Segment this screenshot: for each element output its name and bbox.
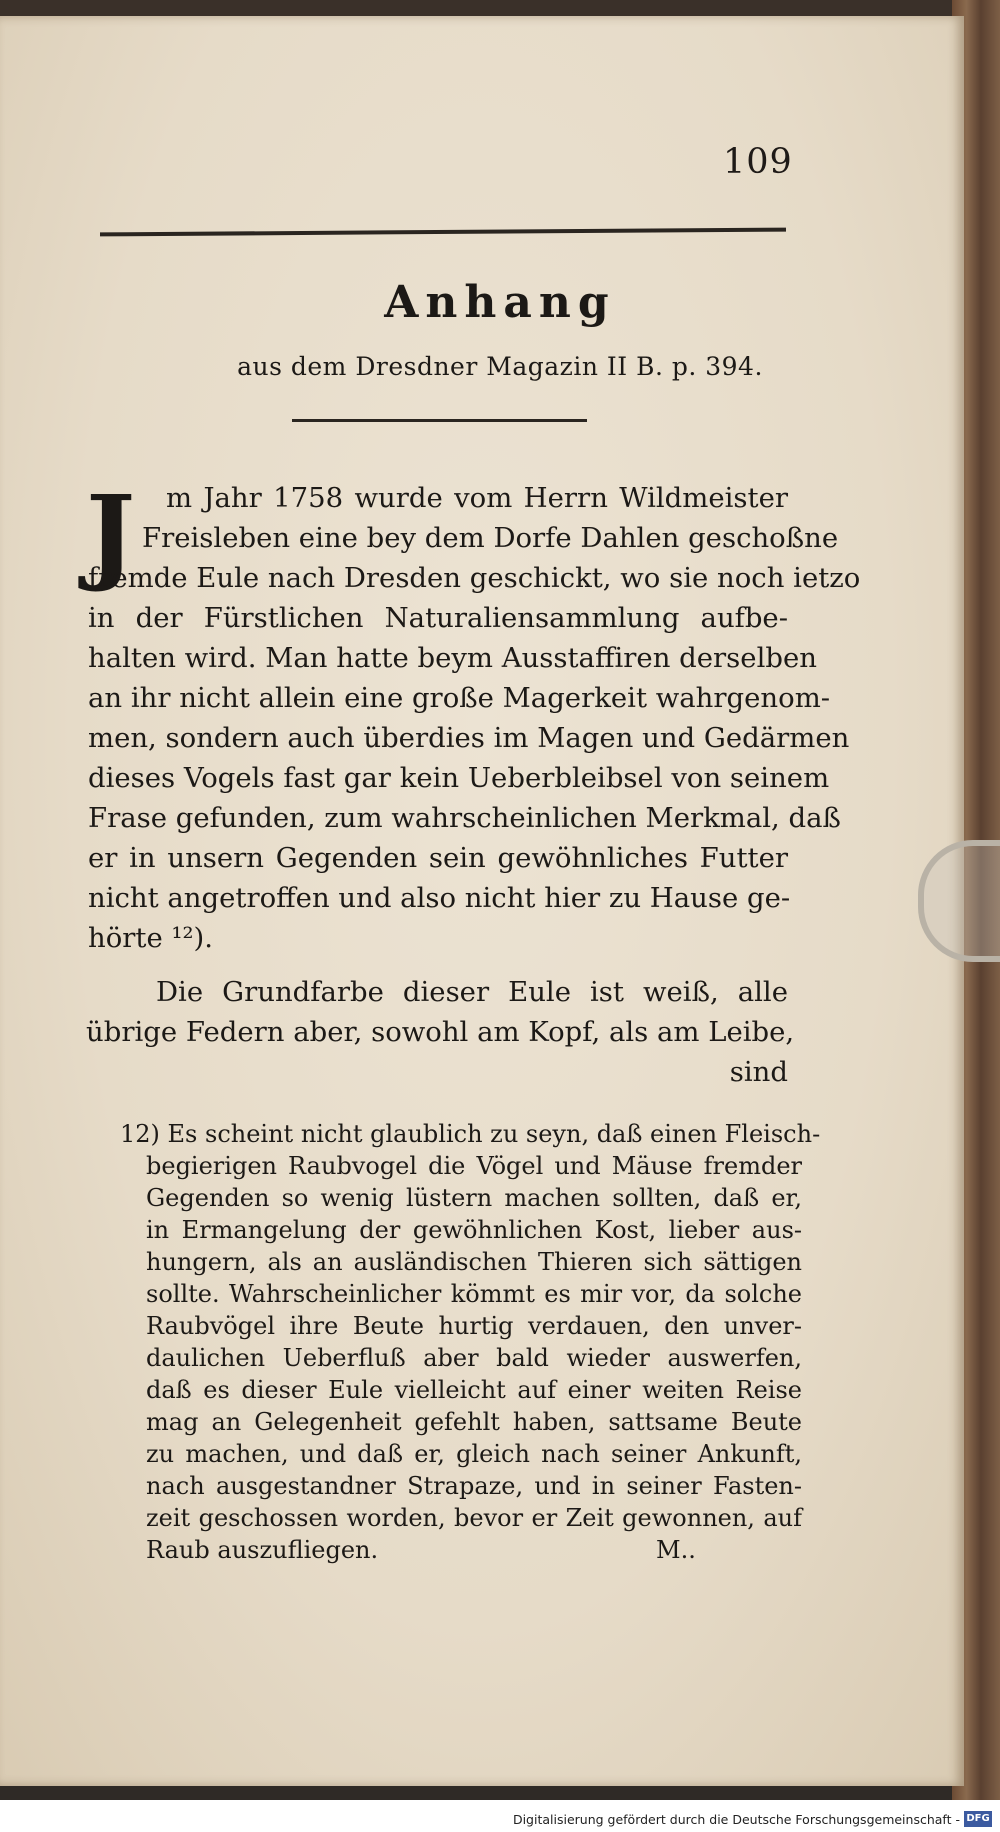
text-line: Freisleben eine bey dem Dorfe Dahlen geschoßne: [142, 522, 839, 554]
footnote-12: [120, 1118, 821, 1566]
text-line: er in unsern Gegenden sein gewöhnliches Futter: [88, 842, 788, 874]
dfg-logo-icon: DFG: [964, 1811, 992, 1827]
text-line: Die Grundfarbe dieser Eule ist weiß, alle: [156, 976, 788, 1008]
section-subheading: aus dem Dresdner Magazin II B. p. 394.: [237, 352, 763, 381]
footnote-line: hungern, als an ausländischen Thieren sich sättigen: [146, 1248, 802, 1276]
paragraph-2: [86, 972, 795, 1092]
footnote-line: Raubvögel ihre Beute hurtig verdauen, den unver-: [146, 1312, 802, 1340]
text-line: sind: [729, 1056, 788, 1088]
digitization-credit: Digitalisierung gefördert durch die Deutsche Forschungsgemeinschaft -: [512, 1812, 960, 1827]
text-line: dieses Vogels fast gar kein Ueberbleibsel von seinem: [88, 762, 830, 794]
footnote-line: mag an Gelegenheit gefehlt haben, sattsame Beute: [146, 1408, 802, 1436]
paragraph-1: [86, 472, 861, 958]
catchword: M..: [656, 1536, 696, 1564]
section-rule: [292, 419, 587, 422]
text-line: Frase gefunden, zum wahrscheinlichen Merkmal, daß: [88, 802, 841, 834]
section-heading: Anhang: [384, 277, 616, 328]
text-line: an ihr nicht allein eine große Magerkeit wahrgenom-: [88, 682, 831, 714]
text-line: hörte ¹²).: [88, 922, 213, 954]
footnote-last-text: Raub auszufliegen.: [146, 1536, 379, 1564]
text-line: halten wird. Man hatte beym Ausstaffiren derselben: [88, 642, 817, 674]
text-line: men, sondern auch überdies im Magen und Gedärmen: [88, 722, 850, 754]
footnote-line: [146, 1534, 802, 1566]
footnote-line: in Ermangelung der gewöhnlichen Kost, lieber aus-: [146, 1216, 802, 1244]
footnote-line: daulichen Ueberfluß aber bald wieder auswerfen,: [146, 1344, 802, 1372]
footnote-line: sollte. Wahrscheinlicher kömmt es mir vor, da solche: [146, 1280, 802, 1308]
text-line: in der Fürstlichen Naturaliensammlung aufbe-: [88, 602, 788, 634]
drop-capital: J: [86, 472, 136, 595]
footnote-line: daß es dieser Eule vielleicht auf einer weiten Reise: [146, 1376, 802, 1404]
footnote-line: nach ausgestandner Strapaze, und in seiner Fasten-: [146, 1472, 802, 1500]
footnote-line: Gegenden so wenig lüstern machen sollten, daß er,: [146, 1184, 802, 1212]
text-line: fremde Eule nach Dresden geschickt, wo sie noch ietzo: [88, 562, 861, 594]
page-number: 109: [723, 142, 793, 182]
footnote-line: zu machen, und daß er, gleich nach seiner Ankunft,: [146, 1440, 802, 1468]
text-line: m Jahr 1758 wurde vom Herrn Wildmeister: [166, 482, 788, 514]
text-line: nicht angetroffen und also nicht hier zu Hause ge-: [88, 882, 791, 914]
footnote-line: begierigen Raubvogel die Vögel und Mäuse fremder: [146, 1152, 802, 1180]
text-line: übrige Federn aber, sowohl am Kopf, als am Leibe,: [86, 1016, 795, 1048]
footnote-line: zeit geschossen worden, bevor er Zeit gewonnen, auf: [146, 1504, 802, 1532]
footnote-line: 12) Es scheint nicht glaublich zu seyn, daß einen Fleisch-: [120, 1120, 821, 1148]
